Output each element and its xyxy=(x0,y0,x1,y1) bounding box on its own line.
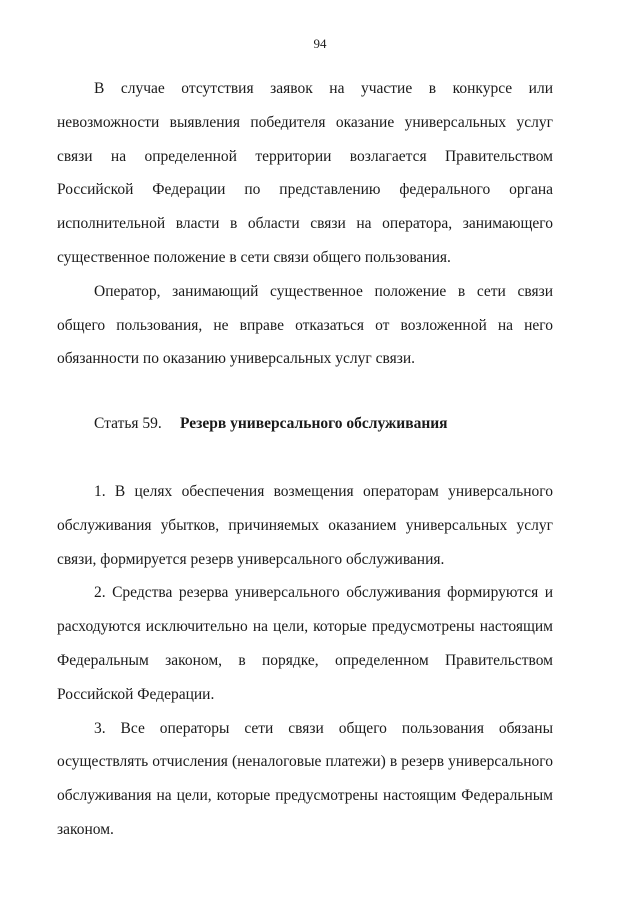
article-heading xyxy=(94,412,448,436)
intro-text xyxy=(57,72,553,376)
article-paragraph-2: 2. Средства резерва универсального обслуживания формируются и расходуются исключительно на цели, которые предусмотрены настоящим Федеральным законом, в порядке, определенном Правительством Российской Федерации. xyxy=(57,584,553,703)
article-title: Резерв универсального обслуживания xyxy=(180,415,448,432)
article-paragraph-3: 3. Все операторы сети связи общего пользования обязаны осуществлять отчисления (неналоговые платежи) в резерв универсального обслуживания на цели, которые предусмотрены настоящим Федеральным законом. xyxy=(57,719,553,838)
article-paragraph-1: 1. В целях обеспечения возмещения операторам универсального обслуживания убытков, причиняемых оказанием универсальных услуг связи, формируется резерв универсального обслуживания. xyxy=(57,483,553,568)
paragraph-operator-obligation: Оператор, занимающий существенное положение в сети связи общего пользования, не вправе отказаться от возложенной на него обязанности по оказанию универсальных услуг связи. xyxy=(57,282,553,368)
article-number: Статья 59. xyxy=(94,415,162,432)
article-text xyxy=(57,475,553,847)
page-number: 94 xyxy=(313,36,327,51)
paragraph-no-bids: В случае отсутствия заявок на участие в конкурсе или невозможности выявления победителя оказание универсальных услуг связи на определенной территории возлагается Правительством Российской Федерации по представлению федерального органа исполнительной власти в области связи на оператора, занимающего существенное положение в сети связи общего пользования. xyxy=(57,80,553,266)
